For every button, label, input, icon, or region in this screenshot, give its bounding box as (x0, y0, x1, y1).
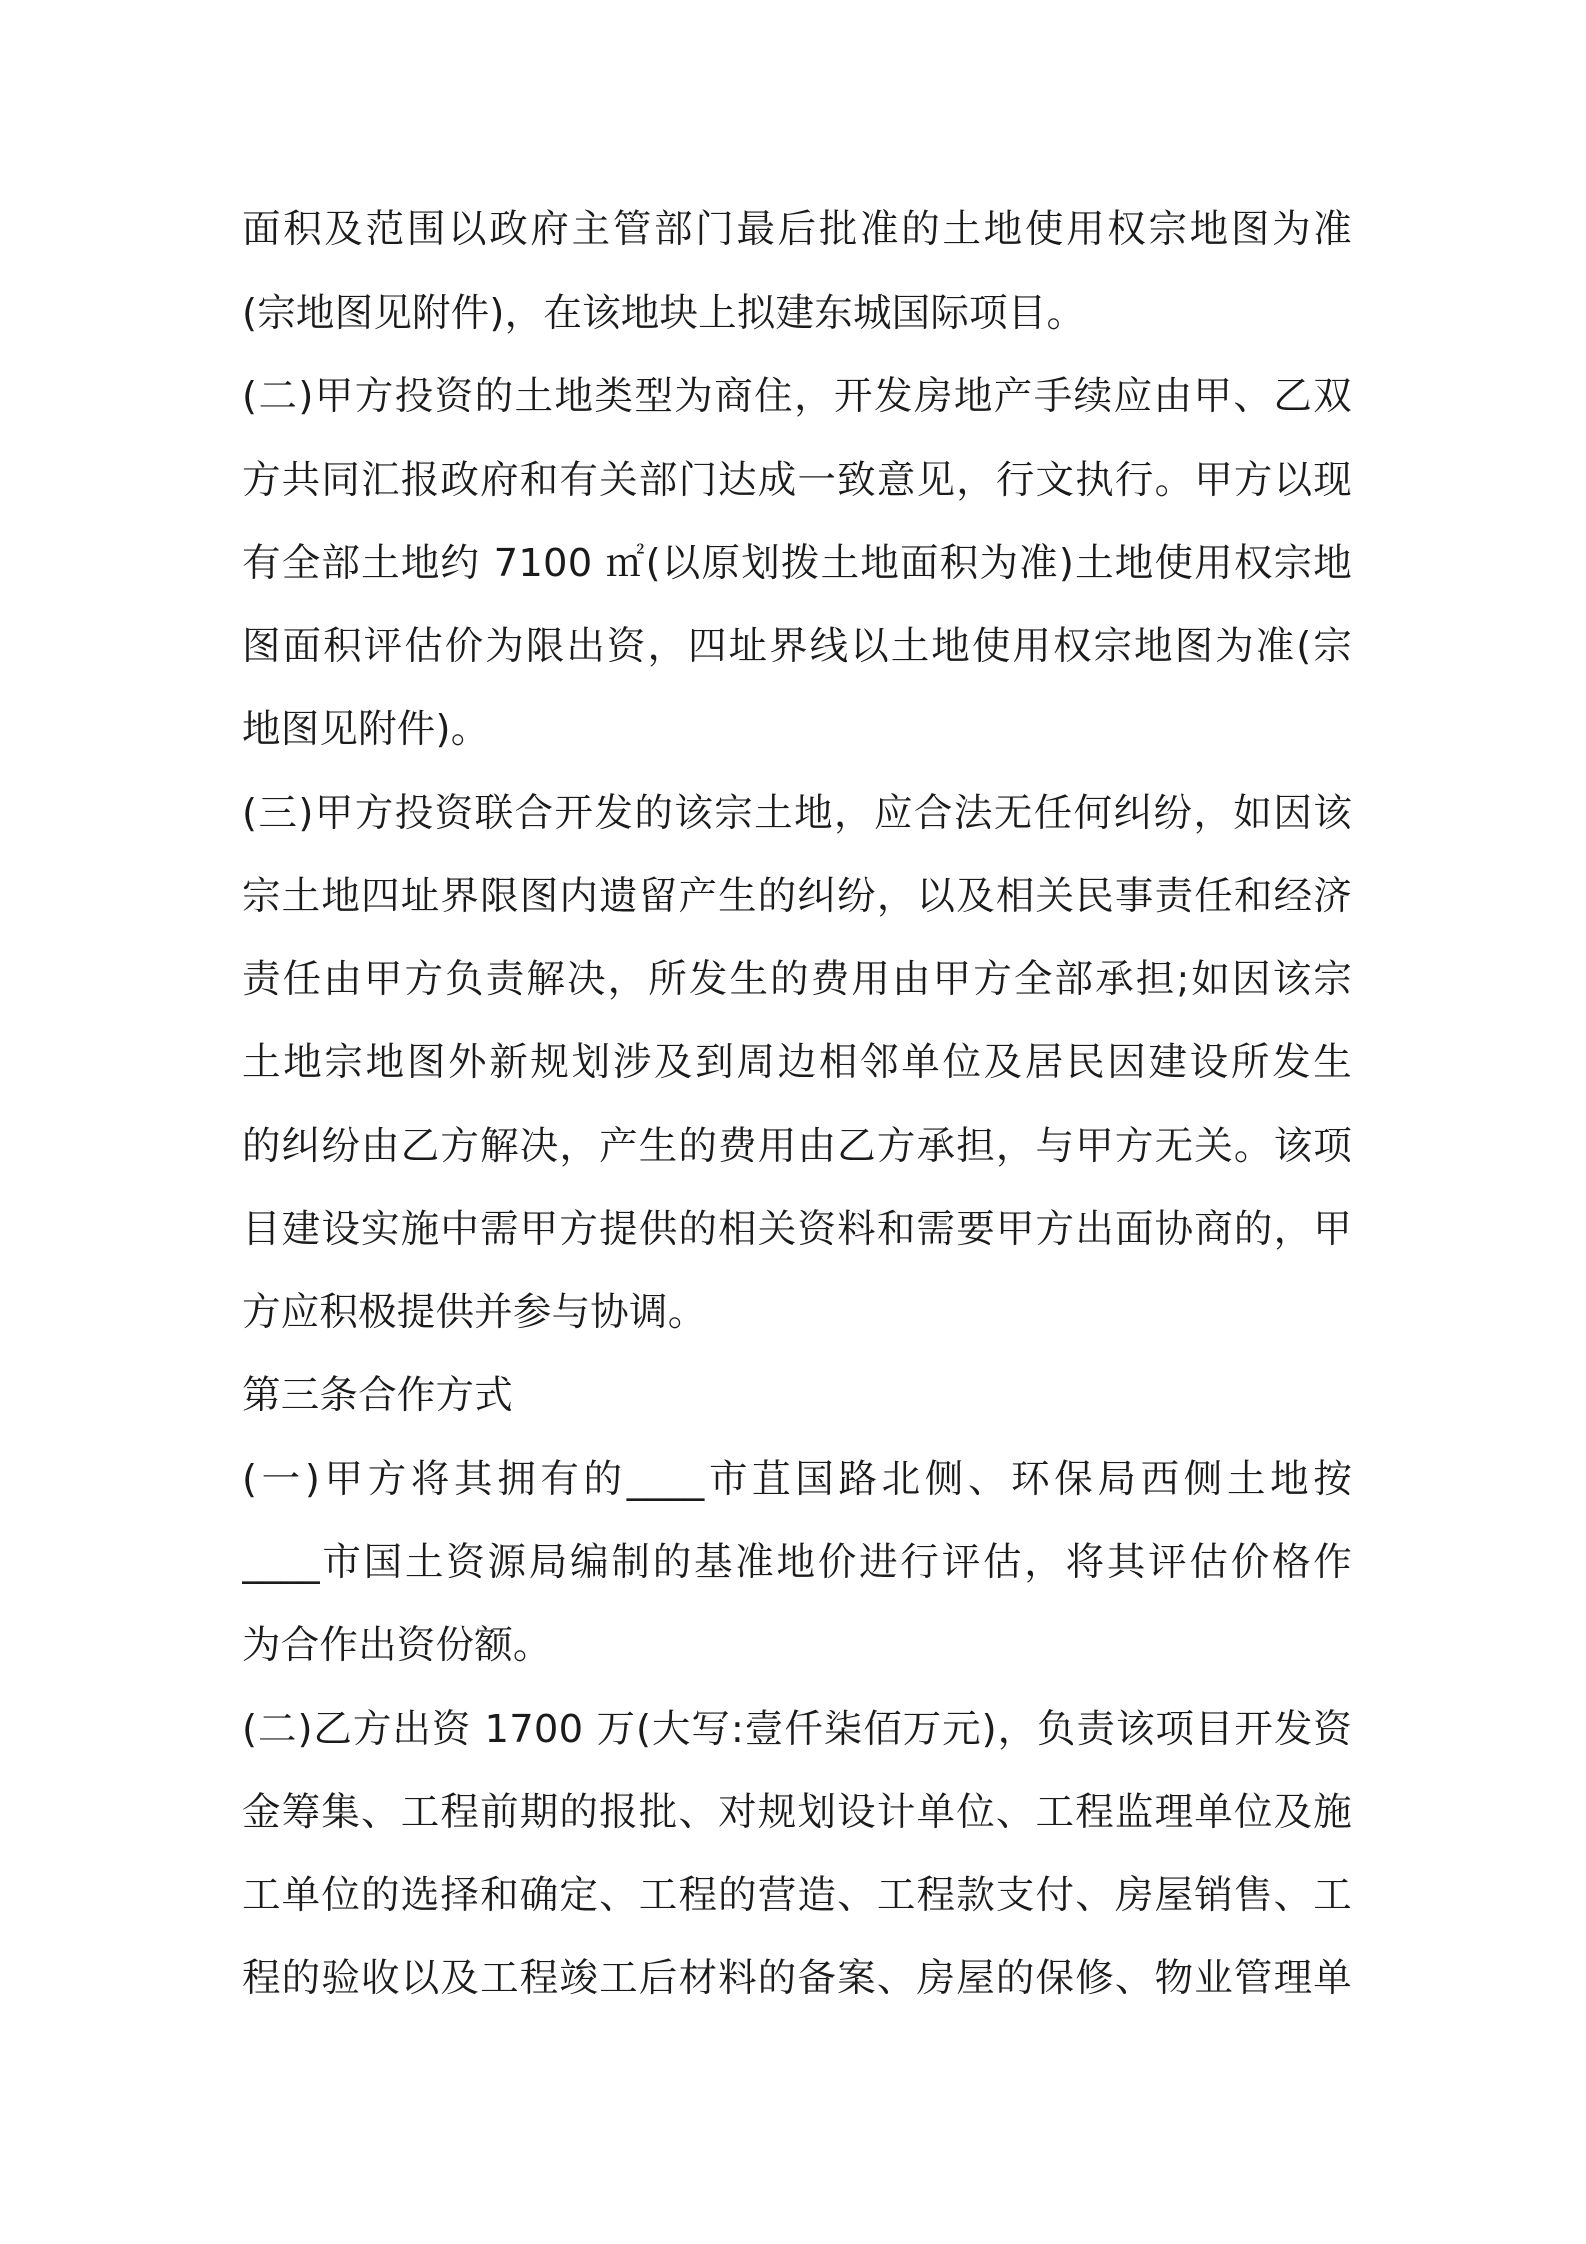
text-line: 目建设实施中需甲方提供的相关资料和需要甲方出面协商的，甲 (242, 1207, 1352, 1252)
text-line: 有全部土地约 7100 ㎡(以原划拨土地面积为准)土地使用权宗地 (242, 541, 1352, 586)
text-line: (宗地图见附件)，在该地块上拟建东城国际项目。 (242, 291, 1086, 336)
text-line: 图面积评估价为限出资，四址界线以土地使用权宗地图为准(宗 (242, 624, 1352, 669)
text-line: 为合作出资份额。 (242, 1623, 552, 1668)
text-line: 金筹集、工程前期的报批、对规划设计单位、工程监理单位及施 (242, 1790, 1352, 1835)
section-heading: 第三条合作方式 (242, 1373, 513, 1418)
text-line: 宗土地四址界限图内遗留产生的纠纷，以及相关民事责任和经济 (242, 874, 1352, 919)
text-line: (二)甲方投资的土地类型为商住，开发房地产手续应由甲、乙双 (242, 374, 1352, 419)
text-line: (三)甲方投资联合开发的该宗土地，应合法无任何纠纷，如因该 (242, 791, 1352, 836)
text-line: (一)甲方将其拥有的____市苴国路北侧、环保局西侧土地按 (242, 1457, 1352, 1502)
text-line: 程的验收以及工程竣工后材料的备案、房屋的保修、物业管理单 (242, 1956, 1352, 2001)
text-line: ____市国土资源局编制的基准地价进行评估，将其评估价格作 (242, 1540, 1352, 1585)
text-line: 方共同汇报政府和有关部门达成一致意见，行文执行。甲方以现 (242, 458, 1352, 503)
text-line: 的纠纷由乙方解决，产生的费用由乙方承担，与甲方无关。该项 (242, 1124, 1352, 1169)
text-line: (二)乙方出资 1700 万(大写:壹仟柒佰万元)，负责该项目开发资 (242, 1707, 1352, 1752)
text-line: 工单位的选择和确定、工程的营造、工程款支付、房屋销售、工 (242, 1873, 1352, 1918)
text-line: 面积及范围以政府主管部门最后批准的土地使用权宗地图为准 (242, 207, 1352, 252)
text-line: 土地宗地图外新规划涉及到周边相邻单位及居民因建设所发生 (242, 1040, 1352, 1085)
text-line: 责任由甲方负责解决，所发生的费用由甲方全部承担;如因该宗 (242, 957, 1352, 1002)
text-line: 方应积极提供并参与协调。 (242, 1290, 707, 1335)
text-line: 地图见附件)。 (242, 707, 490, 752)
